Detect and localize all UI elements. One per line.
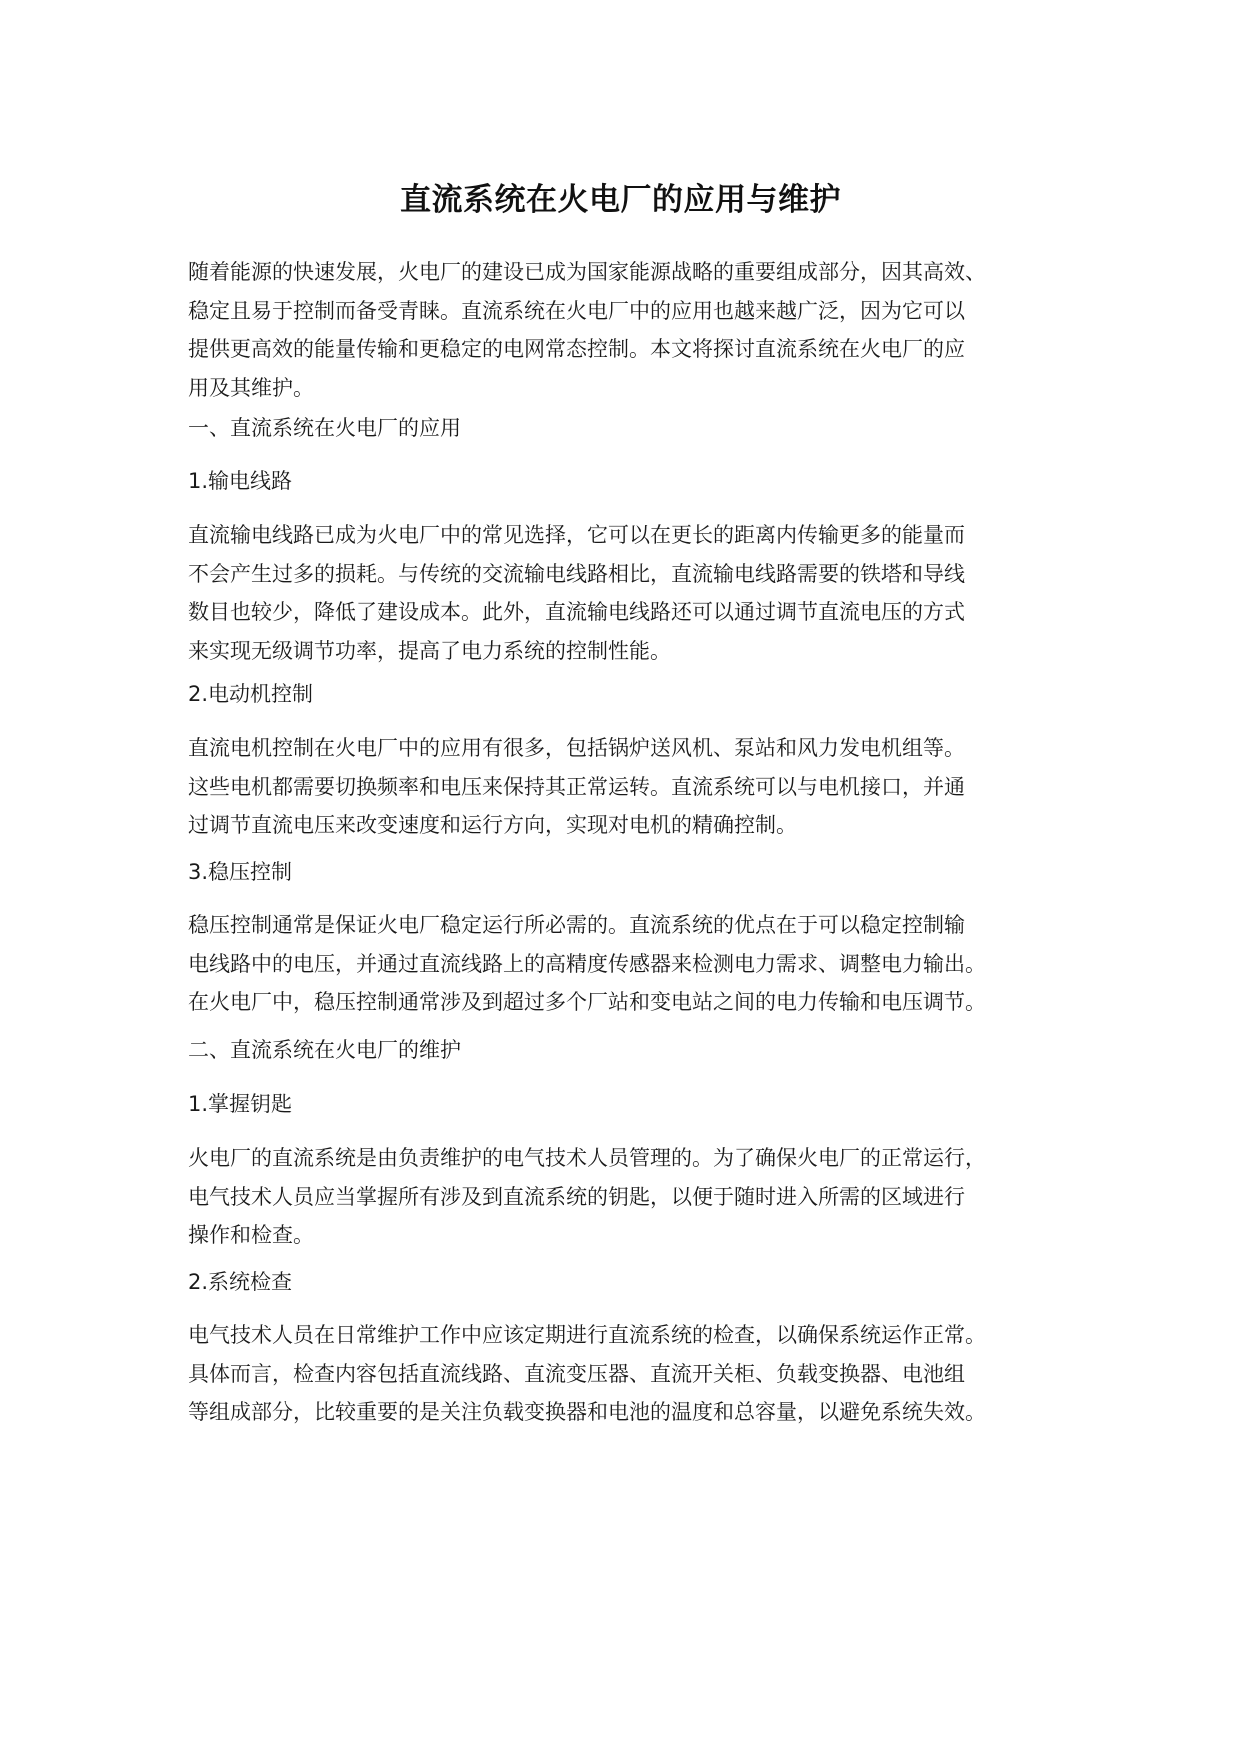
subsection-heading-motor-control: 2.电动机控制 [188, 682, 314, 706]
paragraph-line: 这些电机都需要切换频率和电压来保持其正常运转。直流系统可以与电机接口，并通 [188, 774, 965, 799]
system-check-paragraph [188, 1316, 1068, 1432]
paragraph-line: 随着能源的快速发展，火电厂的建设已成为国家能源战略的重要组成部分，因其高效、 [188, 260, 986, 284]
section-heading-maintenance: 二、直流系统在火电厂的维护 [188, 1038, 461, 1062]
paragraph-line: 提供更高效的能量传输和更稳定的电网常态控制。本文将探讨直流系统在火电厂的应 [188, 337, 965, 361]
paragraph-line: 电气技术人员在日常维护工作中应该定期进行直流系统的检查，以确保系统运作正常。 [188, 1323, 986, 1347]
paragraph-line: 等组成部分，比较重要的是关注负载变换器和电池的温度和总容量，以避免系统失效。 [188, 1400, 986, 1424]
subsection-heading-keys: 1.掌握钥匙 [188, 1092, 293, 1116]
paragraph-line: 电气技术人员应当掌握所有涉及到直流系统的钥匙，以便于随时进入所需的区域进行 [188, 1184, 965, 1209]
voltage-regulation-paragraph [188, 906, 1068, 1022]
subsection-heading-transmission: 1.输电线路 [188, 469, 293, 493]
paragraph-line: 用及其维护。 [188, 375, 314, 400]
transmission-paragraph [188, 516, 1068, 670]
paragraph-line: 稳定且易于控制而备受青睐。直流系统在火电厂中的应用也越来越广泛，因为它可以 [188, 298, 965, 323]
subsection-heading-system-check: 2.系统检查 [188, 1270, 293, 1294]
paragraph-line: 具体而言，检查内容包括直流线路、直流变压器、直流开关柜、负载变换器、电池组 [188, 1361, 965, 1386]
paragraph-line: 数目也较少，降低了建设成本。此外，直流输电线路还可以通过调节直流电压的方式 [188, 600, 965, 624]
paragraph-line: 火电厂的直流系统是由负责维护的电气技术人员管理的。为了确保火电厂的正常运行， [188, 1146, 986, 1170]
paragraph-line: 稳压控制通常是保证火电厂稳定运行所必需的。直流系统的优点在于可以稳定控制输 [188, 913, 965, 937]
intro-paragraph [188, 253, 1068, 407]
paragraph-line: 直流输电线路已成为火电厂中的常见选择，它可以在更长的距离内传输更多的能量而 [188, 523, 965, 547]
motor-control-paragraph [188, 729, 1068, 845]
paragraph-line: 电线路中的电压，并通过直流线路上的高精度传感器来检测电力需求、调整电力输出。 [188, 951, 986, 976]
paragraph-line: 在火电厂中，稳压控制通常涉及到超过多个厂站和变电站之间的电力传输和电压调节。 [188, 990, 986, 1014]
paragraph-line: 直流电机控制在火电厂中的应用有很多，包括锅炉送风机、泵站和风力发电机组等。 [188, 736, 965, 760]
paragraph-line: 不会产生过多的损耗。与传统的交流输电线路相比，直流输电线路需要的铁塔和导线 [188, 561, 965, 586]
section-heading-application: 一、直流系统在火电厂的应用 [188, 416, 461, 440]
subsection-heading-voltage-regulation: 3.稳压控制 [188, 860, 293, 884]
document-title: 直流系统在火电厂的应用与维护 [400, 182, 841, 218]
paragraph-line: 来实现无级调节功率，提高了电力系统的控制性能。 [188, 638, 671, 663]
paragraph-line: 操作和检查。 [188, 1223, 314, 1247]
paragraph-line: 过调节直流电压来改变速度和运行方向，实现对电机的精确控制。 [188, 813, 797, 837]
keys-paragraph [188, 1139, 1068, 1255]
